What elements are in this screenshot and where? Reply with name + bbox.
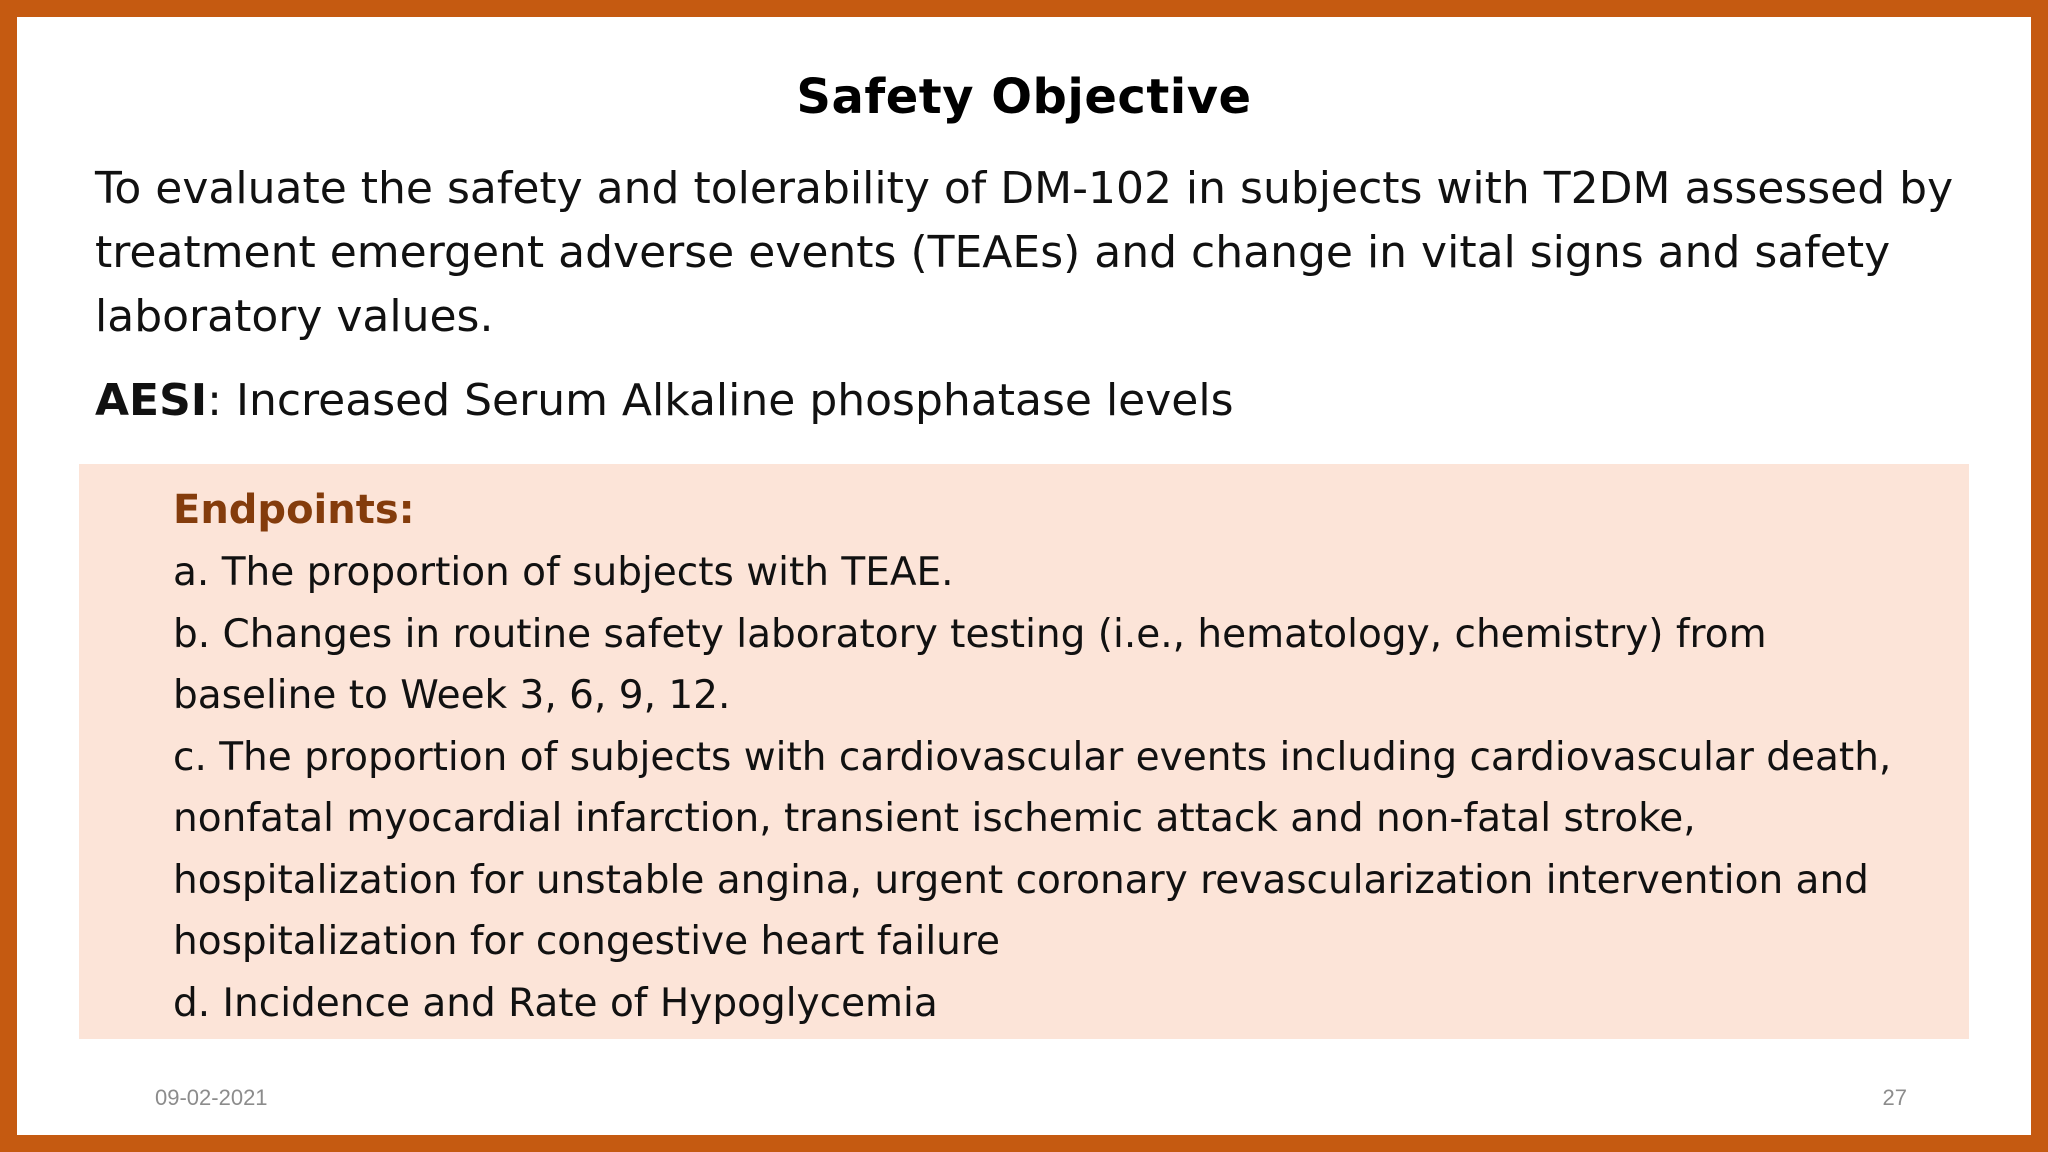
endpoints-title: Endpoints: [173,487,415,533]
objective-text: To evaluate the safety and tolerability of DM-102 in subjects with T2DM assessed by treatment emergent adverse events (TEAEs) and change in vital signs and safety laboratory values. [95,163,1954,342]
endpoint-item-c: c. The proportion of subjects with cardiovascular events including cardiovascular death, nonfatal myocardial infarction, transient ischemic attack and non-fatal stroke, hospitalization for unstable angina, urgent coronary revascularization intervention and hospitalization for congestive heart failure [173,734,1892,964]
aesi-text: : Increased Serum Alkaline phosphatase levels [207,375,1234,426]
endpoint-item-b: b. Changes in routine safety laboratory testing (i.e., hematology, chemistry) from baseline to Week 3, 6, 9, 12. [173,611,1767,718]
aesi-line [95,369,1955,433]
endpoint-item-d: d. Incidence and Rate of Hypoglycemia [173,980,938,1026]
slide [17,17,2031,1135]
page-number: 27 [1882,1085,1907,1110]
endpoint-item-a: a. The proportion of subjects with TEAE. [173,550,954,595]
endpoints-box [79,464,1969,1039]
aesi-label: AESI [95,375,208,426]
endpoints-list [173,542,1963,1034]
slide-title: Safety Objective [796,69,1252,125]
footer-date: 09-02-2021 [155,1085,268,1110]
